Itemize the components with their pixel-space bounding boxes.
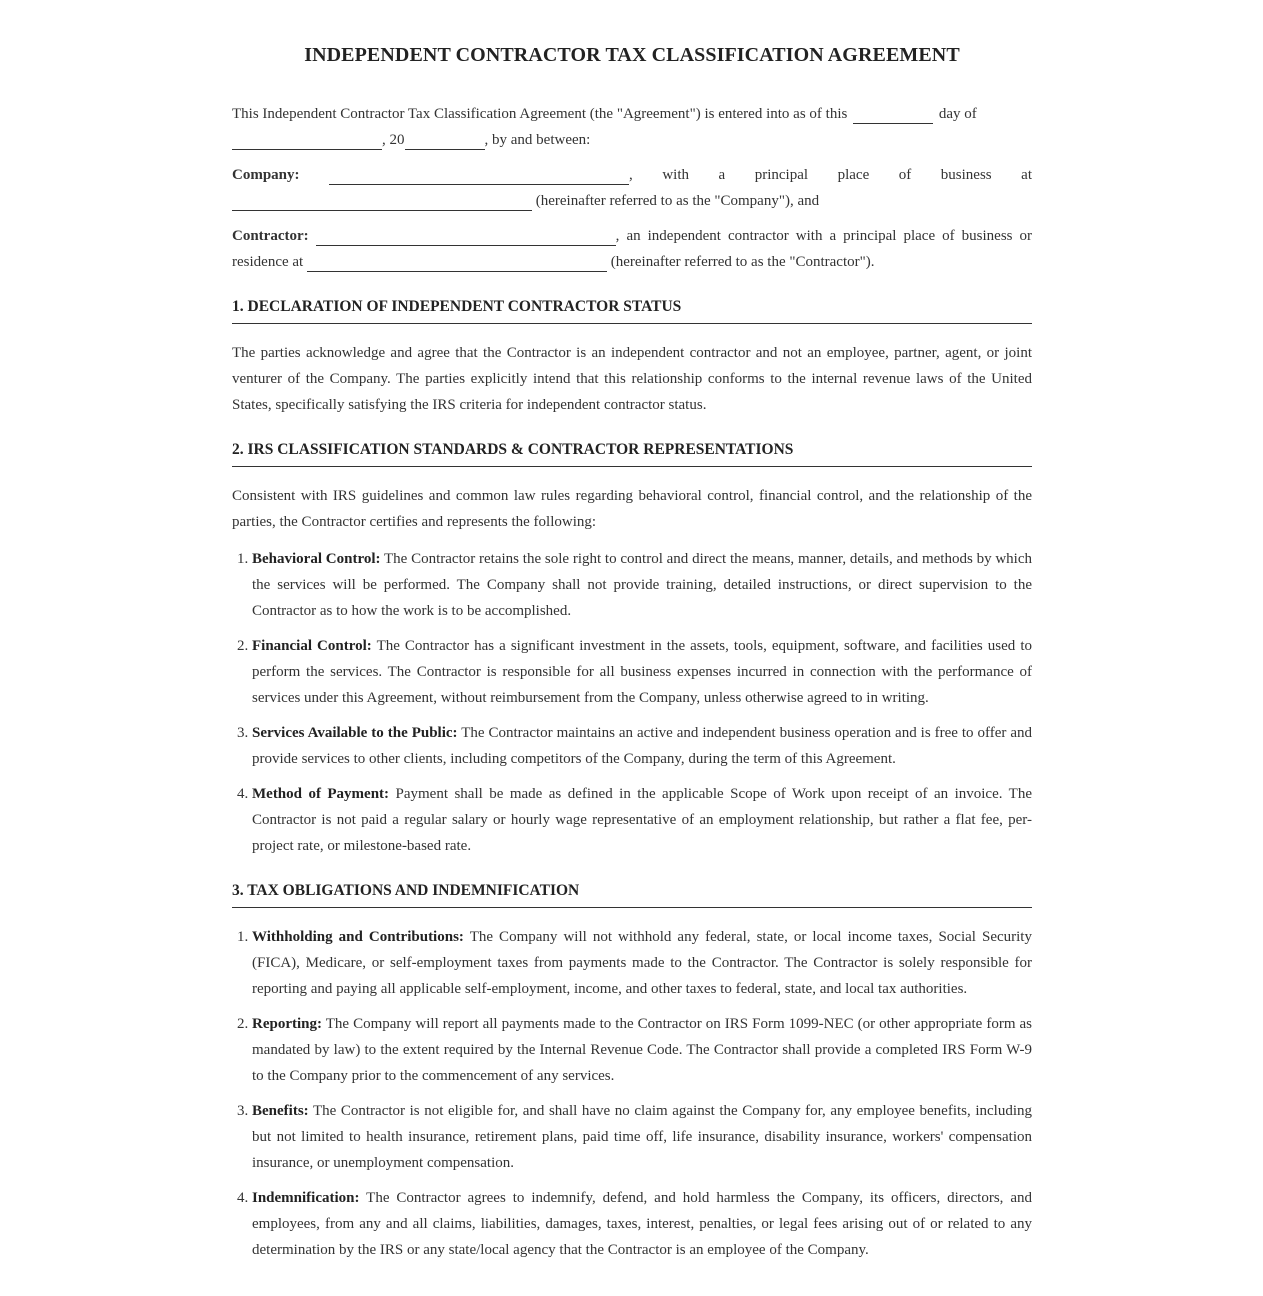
list-item-text: The Contractor retains the sole right to control and direct the means, manner, details, and methods by which the services will be performed. The Company shall not provide training, detailed instructions, or direct supervision to the Contractor as to how the work is to be accomplished. [252,551,1032,619]
list-item-text: Payment shall be made as defined in the applicable Scope of Work upon receipt of an invoice. The Contractor is not paid a regular salary or hourly wage representative of an employment relationship, but rather a flat fee, per-project rate, or milestone-based rate. [252,786,1032,854]
list-item-title: Reporting: [252,1016,322,1032]
section-body: Consistent with IRS guidelines and common law rules regarding behavioral control, financial control, and the relationship of the parties, the Contractor certifies and represents the following: [232,488,1032,530]
list-item-title: Indemnification: [252,1190,360,1206]
list-item-text: The Company will report all payments made to the Contractor on IRS Form 1099-NEC (or other appropriate form as mandated by law) to the extent required by the Internal Revenue Code. The Contractor shall provide a completed IRS Form W-9 to the Company prior to the commencement of any services. [252,1016,1032,1084]
year-blank-field[interactable] [405,131,485,150]
company-address-line [232,188,1032,214]
contractor-tail-text: (hereinafter referred to as the "Contractor"). [610,254,875,270]
list-item-title: Services Available to the Public: [252,725,458,741]
contractor-name-blank-field[interactable] [316,227,616,246]
month-blank-field[interactable] [232,131,382,150]
document-page [232,0,1032,1263]
company-word: with [662,167,689,183]
intro-text-4: , by and between: [484,132,591,148]
list-item-title: Method of Payment: [252,786,390,802]
list-item [252,633,1032,711]
company-comma: , [629,167,633,183]
tax-obligations-list [232,924,1032,1263]
intro-text-3: , 20 [382,132,405,148]
list-item [252,546,1032,624]
representations-list [232,546,1032,859]
list-item [252,924,1032,1002]
company-name-blank-field[interactable] [329,166,629,185]
company-party-block [232,162,1032,214]
list-item [252,1011,1032,1089]
section-heading: 3. TAX OBLIGATIONS AND INDEMNIFICATION [232,881,1032,908]
section-heading: 1. DECLARATION OF INDEPENDENT CONTRACTOR STATUS [232,297,1032,324]
contractor-address-blank-field[interactable] [307,253,607,272]
section-heading: 2. IRS CLASSIFICATION STANDARDS & CONTRACTOR REPRESENTATIONS [232,440,1032,467]
list-item-title: Behavioral Control: [252,551,381,567]
contractor-text: , an independent contractor with a principal place of business or residence at [232,228,1033,270]
document-title: INDEPENDENT CONTRACTOR TAX CLASSIFICATION AGREEMENT [304,44,960,66]
intro-text-2: day of [938,106,977,122]
company-tail-text: (hereinafter referred to as the "Company"), and [535,193,820,209]
section-body: The parties acknowledge and agree that the Contractor is an independent contractor and not an employee, partner, agent, or joint venturer of the Company. The parties explicitly intend that this relationship conforms to the internal revenue laws of the United States, specifically satisfying the IRS criteria for independent contractor status. [232,345,1032,413]
contractor-label: Contractor: [232,228,309,244]
company-word: of [898,167,912,183]
company-word: business [940,167,992,183]
company-word: at [1021,167,1032,183]
company-label: Company: [232,167,300,183]
contractor-party-block [232,223,1032,275]
company-word: place [837,167,870,183]
intro-text-1: This Independent Contractor Tax Classification Agreement (the "Agreement") is entered into as of this [232,106,848,122]
list-item-title: Withholding and Contributions: [252,929,464,945]
list-item-title: Financial Control: [252,638,372,654]
list-item-text: The Contractor has a significant investment in the assets, tools, equipment, software, and facilities used to perform the services. The Contractor is responsible for all business expenses incurred in connection with the performance of services under this Agreement, without reimbursement from the Company, unless otherwise agreed to in writing. [252,638,1033,706]
intro-paragraph [232,101,1032,153]
day-blank-field[interactable] [853,105,933,124]
list-item-text: The Contractor agrees to indemnify, defend, and hold harmless the Company, its officers, directors, and employees, from any and all claims, liabilities, damages, taxes, interest, penalties, or legal fees arising out of or related to any determination by the IRS or any state/local agency that the Contractor is an employee of the Company. [252,1190,1032,1258]
list-item-text: The Company will not withhold any federal, state, or local income taxes, Social Security (FICA), Medicare, or self-employment taxes from payments made to the Contractor. The Contractor is solely responsible for reporting and paying all applicable self-employment, income, and other taxes to federal, state, and local tax authorities. [252,929,1032,997]
company-line [232,162,1032,188]
list-item [252,781,1032,859]
list-item-text: The Contractor is not eligible for, and shall have no claim against the Company for, any employee benefits, including but not limited to health insurance, retirement plans, paid time off, life insurance, disability insurance, workers' compensation insurance, or unemployment compensation. [252,1103,1032,1171]
company-word: a [718,167,726,183]
list-item [252,1098,1032,1176]
list-item-title: Benefits: [252,1103,309,1119]
company-word: principal [754,167,809,183]
list-item [252,1185,1032,1263]
list-item-text: The Contractor maintains an active and independent business operation and is free to offer and provide services to other clients, including competitors of the Company, during the term of this Agreement. [252,725,1032,767]
company-address-blank-field[interactable] [232,192,532,211]
list-item [252,720,1032,772]
